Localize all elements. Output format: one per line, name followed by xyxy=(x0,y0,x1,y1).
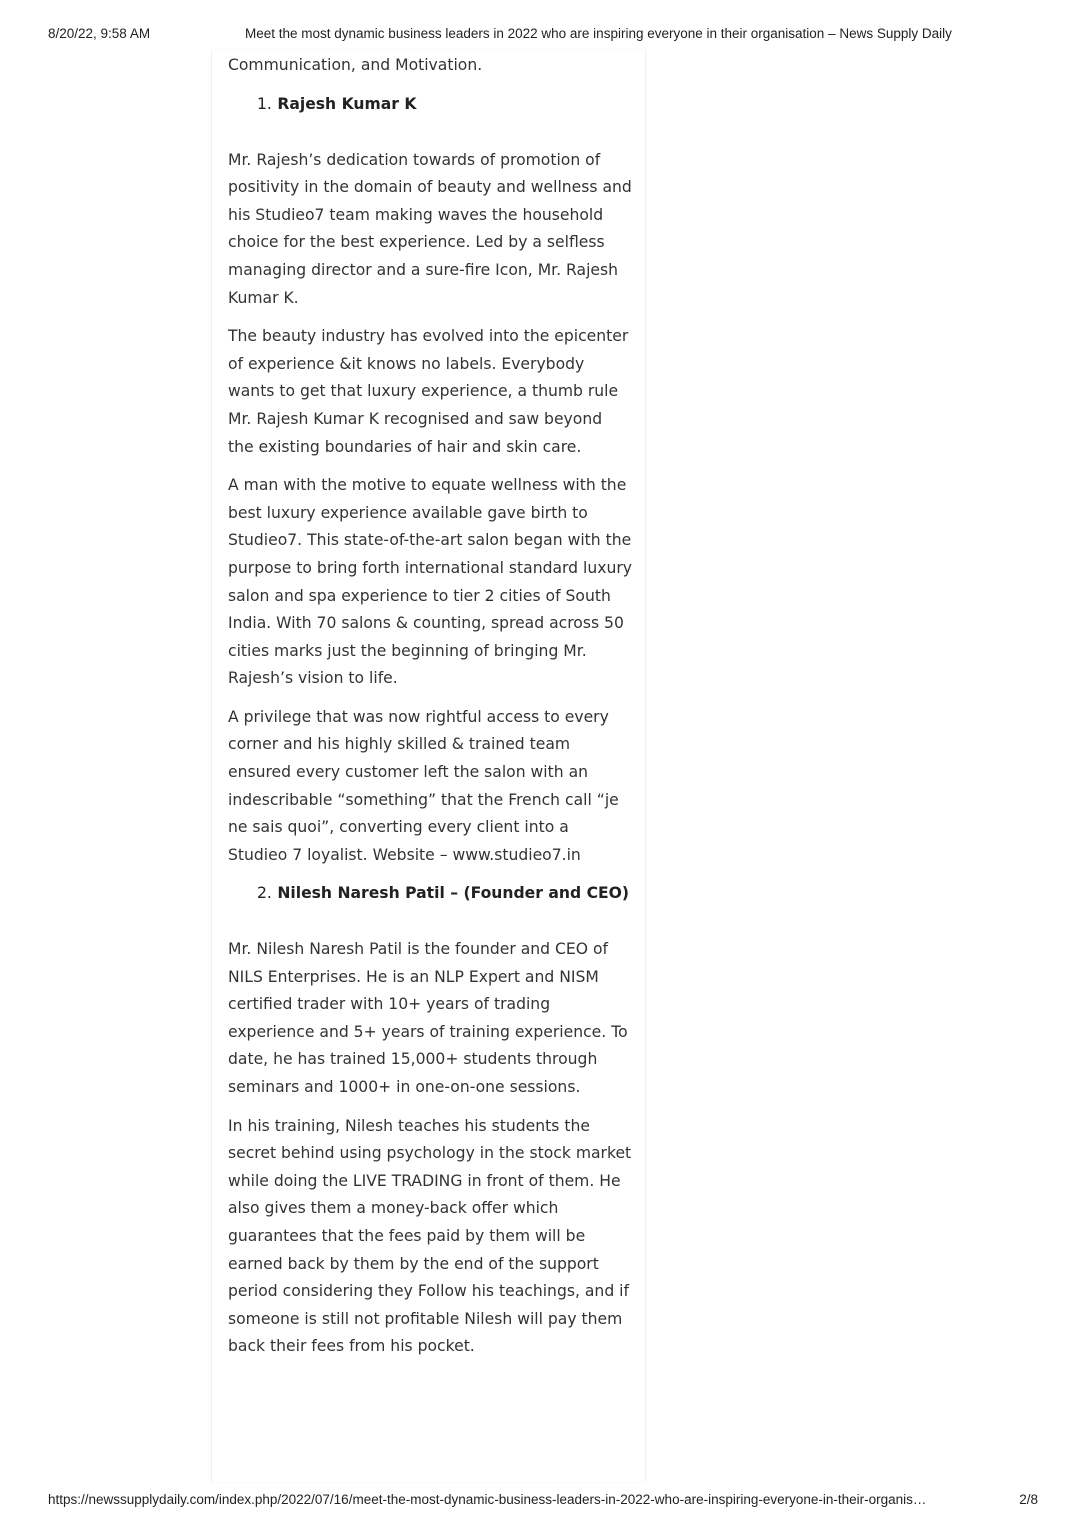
section-number: 1. xyxy=(257,95,272,113)
section-heading-rajesh xyxy=(257,91,632,119)
print-datetime: 8/20/22, 9:58 AM xyxy=(48,26,151,41)
paragraph: A privilege that was now rightful access to every corner and his highly skilled & trained team ensured every customer left the salon with an indescribable “something” that the French call “je ne sais quoi”, converting every client into a Studieo 7 loyalist. Website – www.studieo7.in xyxy=(228,707,619,864)
paragraph: Mr. Nilesh Naresh Patil is the founder and CEO of NILS Enterprises. He is an NLP Expert and NISM certified trader with 10+ years of trading experience and 5+ years of training experience. To date, he has trained 15,000+ students through seminars and 1000+ in one-on-one sessions. xyxy=(228,940,628,1096)
paragraph: The beauty industry has evolved into the epicenter of experience &it knows no labels. Everybody wants to get that luxury experience, a thumb rule Mr. Rajesh Kumar K recognised and saw beyond the existing boundaries of hair and skin care. xyxy=(228,327,629,456)
print-page-title: Meet the most dynamic business leaders in 2022 who are inspiring everyone in their organisation – News Supply Daily xyxy=(245,26,952,41)
article-body xyxy=(228,52,632,1372)
paragraph: Mr. Rajesh’s dedication towards of promotion of positivity in the domain of beauty and wellness and his Studieo7 team making waves the household choice for the best experience. Led by a selfless managing director and a sure-fire Icon, Mr. Rajesh Kumar K. xyxy=(228,150,632,307)
lead-fragment: Communication, and Motivation. xyxy=(228,56,483,74)
section-name: Nilesh Naresh Patil – (Founder and CEO) xyxy=(277,884,630,903)
section-number: 2. xyxy=(257,884,272,903)
page-url: https://newssupplydaily.com/index.php/2022/07/16/meet-the-most-dynamic-business-leaders-in-2022-who-are-inspiring-everyone-in-their-organis… xyxy=(48,1492,927,1507)
page-number: 2/8 xyxy=(1019,1492,1038,1507)
paragraph: A man with the motive to equate wellness with the best luxury experience available gave birth to Studieo7. This state-of-the-art salon began with the purpose to bring forth international standard luxury salon and spa experience to tier 2 cities of South India. With 70 salons & counting, spread across 50 cities marks just the beginning of bringing Mr. Rajesh’s vision to life. xyxy=(228,476,632,688)
print-footer xyxy=(48,1492,1038,1510)
print-header xyxy=(48,26,1038,44)
paragraph: In his training, Nilesh teaches his students the secret behind using psychology in the stock market while doing the LIVE TRADING in front of them. He also gives them a money-back offer which guarantees that the fees paid by them will be earned back by them by the end of the support period considering they Follow his teachings, and if someone is still not profitable Nilesh will pay them back their fees from his pocket. xyxy=(228,1116,632,1356)
section-heading-nilesh xyxy=(257,880,632,908)
section-name: Rajesh Kumar K xyxy=(277,95,417,113)
